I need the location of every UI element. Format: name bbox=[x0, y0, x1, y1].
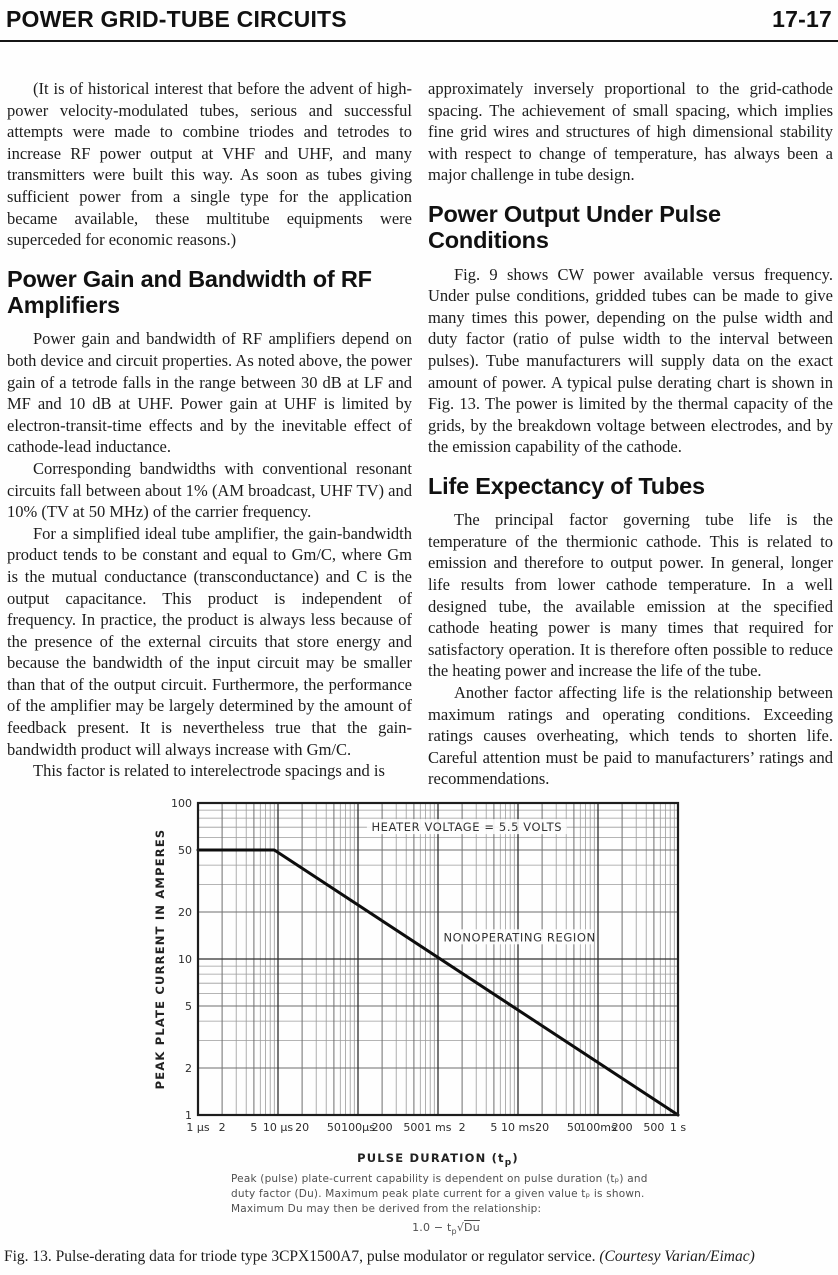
formula-radical-sign: √ bbox=[456, 1221, 465, 1234]
y-tick-label: 5 bbox=[185, 1000, 192, 1013]
x-tick-label: 500 bbox=[403, 1121, 425, 1134]
x-tick-label: 200 bbox=[611, 1121, 633, 1134]
x-tick-label: 500 bbox=[643, 1121, 665, 1134]
x-tick-label: 100µs bbox=[341, 1121, 375, 1134]
y-axis-label: PEAK PLATE CURRENT IN AMPERES bbox=[153, 828, 167, 1090]
y-tick-label: 50 bbox=[178, 844, 192, 857]
page-header bbox=[6, 6, 832, 33]
body-paragraph: Another factor affecting life is the relationship between maximum ratings and operating conditions. Exceeding ratings causes overheating, which tends to shorten life. Careful attention must be paid to manufacturers’ ratings and recommendations. bbox=[428, 683, 833, 789]
x-tick-label: 2 bbox=[218, 1121, 226, 1134]
y-tick-label: 20 bbox=[178, 906, 192, 919]
section-heading-power-gain: Power Gain and Bandwidth of RF Amplifiers bbox=[7, 265, 372, 319]
y-tick-label: 1 bbox=[185, 1109, 192, 1122]
running-head-title: POWER GRID-TUBE CIRCUITS bbox=[6, 6, 347, 32]
figure-note-line: duty factor (Du). Maximum peak plate current for a given value tₚ is shown. bbox=[231, 1188, 645, 1200]
y-tick-label: 100 bbox=[171, 797, 192, 810]
left-column bbox=[7, 78, 412, 782]
figure-caption-text: Fig. 13. Pulse-derating data for triode type 3CPX1500A7, pulse modulator or regulator service. bbox=[4, 1248, 600, 1265]
body-paragraph: Power gain and bandwidth of RF amplifiers depend on both device and circuit properties. As noted above, the power gain of a tetrode falls in the range between 30 dB at LF and MF and 10 dB at UHF. Power gain at UHF is limited by electron-transit-time effects and by the inevitable effect of cathode-lead inductance. bbox=[7, 329, 412, 457]
pulse-derating-chart-svg bbox=[152, 790, 692, 1168]
body-paragraph: Corresponding bandwidths with conventional resonant circuits fall between about 1% (AM broadcast, UHF TV) and 10% (TV at 50 MHz) of the carrier frequency. bbox=[7, 458, 412, 522]
figure-note-line: Peak (pulse) plate-current capability is dependent on pulse duration (tₚ) and bbox=[231, 1173, 648, 1185]
x-tick-label: 100ms bbox=[579, 1121, 617, 1134]
x-tick-label: 1 ms bbox=[424, 1121, 452, 1134]
chart-annotation: HEATER VOLTAGE = 5.5 VOLTS bbox=[371, 820, 563, 835]
formula-lead: 1.0 − t bbox=[412, 1221, 452, 1234]
body-paragraph: Fig. 9 shows CW power available versus frequency. Under pulse conditions, gridded tubes can be made to give many times this power, depending on the pulse width and duty factor (ratio of pulse width to the interval between pulses). Tube manufacturers will supply data on the exact amount of power. A typical pulse derating chart is shown in Fig. 13. The power is limited by the thermal capacity of the grids, by the breakdown voltage between electrodes, and by the emission capability of the cathode. bbox=[428, 264, 833, 457]
figure-note bbox=[231, 1172, 661, 1239]
formula-subscript: p bbox=[451, 1227, 457, 1237]
body-paragraph: For a simplified ideal tube amplifier, the gain-bandwidth product tends to be constant and equal to Gm/C, where Gm is the mutual conductance (transconductance) and C is the output capacitance. This product is independent of frequency. In practice, the product is always less because of the presence of the external circuits that store energy and because the bandwidth of the input circuit may be smaller than that of the output circuit. Furthermore, the performance of the amplifier may be largely determined by the amount of feedback present. It is nevertheless true that the gain-bandwidth product will always increase with Gm/C. bbox=[7, 523, 412, 759]
right-column bbox=[428, 78, 833, 790]
intro-paragraph: (It is of historical interest that before the advent of high-power velocity-modulated tubes, serious and successful attempts were made to combine triodes and tetrodes to increase RF power output at VHF and UHF, and many transmitters were built this way. As soon as tubes giving sufficient power from a single type for the application became available, these multitube equipments were superceded for economic reasons.) bbox=[7, 79, 412, 250]
x-tick-label: 1 µs bbox=[186, 1121, 210, 1134]
figure-caption bbox=[4, 1248, 836, 1266]
chart-annotation: NONOPERATING REGION bbox=[443, 930, 596, 945]
x-tick-label: 10 ms bbox=[501, 1121, 535, 1134]
section-heading-life-expectancy: Life Expectancy of Tubes bbox=[428, 472, 705, 499]
figure-caption-courtesy: (Courtesy Varian/Eimac) bbox=[599, 1248, 755, 1265]
x-tick-label: 1 s bbox=[669, 1121, 687, 1134]
body-paragraph: The principal factor governing tube life is the temperature of the thermionic cathode. This is related to emission and therefore to output power. In general, longer life results from lower cathode temperature. In a well designed tube, the available emission at the specified cathode heating power is many times that required for satisfactory operation. It is therefore often possible to reduce the heating power and increase the life of the tube. bbox=[428, 510, 833, 681]
x-tick-label: 10 µs bbox=[262, 1121, 294, 1134]
continuation-paragraph: approximately inversely proportional to the grid-cathode spacing. The achievement of small spacing, which implies fine grid wires and structures of high dimensional stability with respect to change of temperature, has always been a major challenge in tube design. bbox=[428, 79, 833, 185]
page-number: 17-17 bbox=[772, 6, 832, 32]
formula-radicand: Du bbox=[464, 1221, 480, 1234]
x-tick-label: 2 bbox=[458, 1121, 466, 1134]
x-tick-label: 50 bbox=[566, 1121, 581, 1134]
header-rule bbox=[0, 40, 838, 42]
section-heading-power-output: Power Output Under Pulse Conditions bbox=[428, 200, 721, 254]
pulse-derating-chart bbox=[152, 790, 712, 1167]
x-tick-label: 20 bbox=[535, 1121, 550, 1134]
x-tick-label: 200 bbox=[371, 1121, 393, 1134]
y-tick-label: 10 bbox=[178, 953, 192, 966]
figure-formula bbox=[231, 1220, 661, 1239]
y-tick-label: 2 bbox=[185, 1062, 192, 1075]
x-axis-label: PULSE DURATION $(t_p)$ bbox=[357, 1151, 519, 1168]
figure-13 bbox=[152, 790, 712, 1167]
figure-note-line: Maximum Du may then be derived from the relationship: bbox=[231, 1203, 542, 1215]
body-paragraph: This factor is related to interelectrode spacings and is bbox=[33, 761, 385, 781]
x-tick-label: 20 bbox=[295, 1121, 310, 1134]
x-tick-label: 5 bbox=[490, 1121, 498, 1134]
x-tick-label: 50 bbox=[326, 1121, 341, 1134]
x-tick-label: 5 bbox=[250, 1121, 258, 1134]
